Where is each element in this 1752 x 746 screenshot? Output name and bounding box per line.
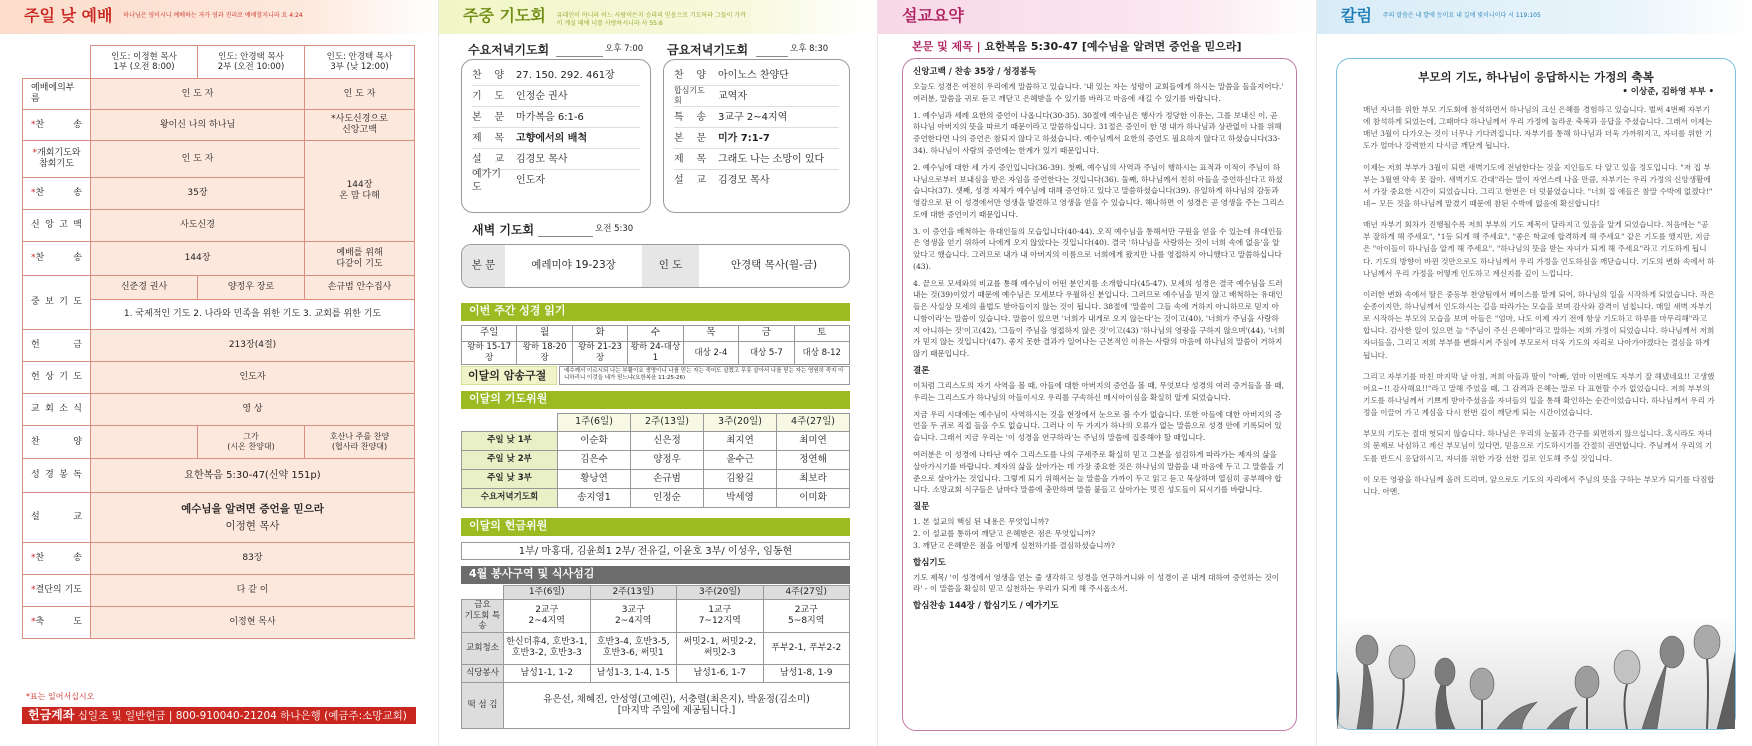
sermon-para: 오늘도 성경은 여전히 우리에게 말씀하고 있습니다. '내 있는 자는 성령이 교회들에게 하시는 말씀을 들을지어다.' 여러분, 말씀을 귀로 듣고 깨닫고 은혜받을 수 있기를 바라고 마음에 새길 수 있기를 바랍니다. xyxy=(913,82,1284,103)
reading-day: 수 xyxy=(628,326,683,342)
prayer-committee-table xyxy=(461,413,850,508)
dawn-box xyxy=(461,244,850,288)
fri-row-value: 미가 7:1-7 xyxy=(718,132,770,144)
dawn-lead-label: 인 도 xyxy=(642,245,699,287)
wed-row-value: 인정순 권사 xyxy=(516,90,568,102)
wed-row xyxy=(472,128,640,149)
stand-note: *표는 일어서십시오 xyxy=(26,692,95,701)
fri-row xyxy=(674,128,839,149)
wed-row-value: 마가복음 6:1-6 xyxy=(516,111,584,123)
wed-time: 오후 7:00 xyxy=(605,44,644,54)
sermon-para: 지금 우리 시대에는 예수님이 사역하시는 것을 현장에서 눈으로 볼 수가 없습니다. 또한 아들에 대한 아버지의 증언을 두 귀로 직접 들을 수도 없습니다. 그러나 이 두 가지가 하나의 오류가 없는 말씀으로 성경 안에 기록되어 있습니다. 그래서 지금 우리는 '이 성경을 연구하라'는 주님의 말씀에 집중해야 할 때입니다. xyxy=(913,409,1282,443)
question-2: 2. 이 설교를 통하여 깨닫고 은혜받은 점은 무엇입니까? xyxy=(913,529,1096,539)
column-text xyxy=(1363,104,1715,507)
wed-row-label: 설 교 xyxy=(472,153,504,165)
prayer-topics: 1. 국제적인 기도 2. 나라와 민족을 위한 기도 3. 교회를 위한 기도 xyxy=(91,300,415,330)
prayer-member: 황낭연 xyxy=(558,470,631,489)
wed-row xyxy=(472,65,640,86)
service-row-label: 교회청소 xyxy=(462,632,504,664)
prayer-label: 중 보 기 도 xyxy=(23,276,91,330)
service-cell: 1교구 7~12지역 xyxy=(677,600,764,633)
fri-row-value: 그래도 나는 소망이 있다 xyxy=(718,153,825,165)
service-2-header: 인도: 안경택 목사 2부 (오전 10:00) xyxy=(198,46,305,79)
wed-row-value: 김경모 목사 xyxy=(516,153,568,165)
prayer-member: 김왕길 xyxy=(704,470,777,489)
column-author: • 이상준, 김하영 부부 • xyxy=(1622,87,1714,97)
service-row-label: 금요 기도회 특송 xyxy=(462,600,504,633)
fri-row-label: 특 송 xyxy=(674,111,706,123)
reading-value: 왕하 18-20장 xyxy=(517,342,572,365)
prayer-member: 정연해 xyxy=(777,451,850,470)
column-para: 매년 자녀를 위한 부모 기도회에 참석하면서 하나님의 크신 은혜를 경험하고 있습니다. 벌써 4번째 자부기에 참석하게 되었는데, 그때마다 하나님께서 우리 가정에 놀라운 축복과 응답을 주셨습니다. 그래서 이제는 매년 3월이 다가오는 것이 너무나 기다려집니다. 자부기를 통해 하나님과 더욱 가까워지고, 자녀를 위한 기도가 얼마나 강력한지 다시금 깨닫게 됩니다. xyxy=(1363,105,1713,151)
dawn-text-value: 예레미야 19-23장 xyxy=(531,259,616,272)
fri-row xyxy=(674,149,839,170)
column-panel-subtitle: 주의 말씀은 내 발에 등이요 내 길에 빛이니이다 시 119:105 xyxy=(1382,12,1541,19)
prayer-member: 인정순 xyxy=(631,489,704,508)
prayer-member: 신은정 xyxy=(631,432,704,451)
hymn1-value-3: *사도신경으로 신앙고백 xyxy=(305,110,415,141)
sermon-summary-title: 설교요약 xyxy=(902,6,964,25)
hymn1-value: 왕이신 나의 하나님 xyxy=(91,110,305,141)
wed-row-value: 27. 150. 292. 461장 xyxy=(516,69,615,81)
sermon-para: 2. 예수님에 대한 세 가지 증인입니다(36-39). 첫째, 예수님의 사역과 주님이 행하시는 표적과 이적이 주님이 하나님으로부터 보내심을 받은 자임을 증언한다는 것입니다(36). 둘째, 하나님께서 친히 아들을 증언하신다고 하셨습니다(37). 셋째, 성경 자체가 예수님에 대해 증언하고 있다고 말씀하셨습니다(39). 유일하게 하나님의 감동과 영감으로 된 이 성경에서만 영생을 발견하고 영생을 얻을 수 있습니다. 해나하면 이 성경은 곧 영생을 주는 그리스도에 대한 증언이기 때문입니다. xyxy=(913,162,1285,219)
prayer-member: 최지연 xyxy=(704,432,777,451)
worship-header-band xyxy=(0,0,437,34)
fri-row-value: 3교구 2~4지역 xyxy=(718,111,788,123)
sermon-pastor: 이정현 목사 xyxy=(225,519,280,532)
prayer-header-band xyxy=(439,0,876,34)
service-cell: 호반3-4, 호반3-5, 호반3-6, 써밋1 xyxy=(590,632,677,664)
confess-value: 인 도 자 xyxy=(91,141,305,178)
service-table xyxy=(461,585,850,729)
news-label: 교 회 소 식 xyxy=(23,394,91,426)
closing-label: *결단의 기도 xyxy=(23,575,91,607)
wed-row xyxy=(472,170,640,191)
prayer-person-2: 양정우 장로 xyxy=(198,276,305,300)
offering-committee-title: 이달의 헌금위원 xyxy=(461,518,850,536)
prayer-person-3: 손규범 안수집사 xyxy=(305,276,415,300)
prayer-col-header: 1주(6일) xyxy=(558,414,631,432)
hymn2-value: 35장 xyxy=(91,178,305,210)
prayer-col-header: 3주(20일) xyxy=(704,414,777,432)
wed-row-label: 찬 양 xyxy=(472,69,504,81)
fri-box xyxy=(663,59,850,213)
offprayer-value: 인도자 xyxy=(91,362,415,394)
column-para: 그리고 자부기를 마친 마지막 날 아침, 저희 아들과 딸이 "아빠, 엄마 이번에도 자부기 잘 해냈네요!! 고생했어요~!! 감사해요!!"라고 말해 주었을 때, 그 감격과 은혜는 말로 다 표현할 수가 없었습니다. 저희 부부의 기도를 하나님께서 기쁘게 받아주셨음을 자녀들의 입을 통해 확인하는 순간이었습니다. 하나님께서 우리 가정을 이끌어 가고 계심을 다시 한번 깊이 깨닫게 되는 시간이었습니다. xyxy=(1363,371,1715,418)
prayer-member: 박세영 xyxy=(704,489,777,508)
question-3: 3. 깨닫고 은혜받은 점을 어떻게 실천하기를 결심하셨습니까? xyxy=(913,540,1115,550)
fri-row-label: 합심기도회 xyxy=(674,85,705,105)
fri-title: 금요저녁기도회 xyxy=(667,43,749,57)
sermon-title: 예수님을 알려면 증언을 믿으라 xyxy=(181,502,324,515)
fri-row xyxy=(674,86,839,107)
sermon-label: 설 교 xyxy=(23,493,91,543)
question-1: 1. 본 설교의 핵심 된 내용은 무엇입니까? xyxy=(913,517,1049,527)
prayer-panel-subtitle: 유대인이 아니라 어느 사람이든지 승리의 믿음으로 기도하라 그들이 가까이 계실 때에 너를 사랑하시니라 사 55:6 xyxy=(556,12,746,27)
service-cell: 남성1-6, 1-7 xyxy=(677,664,764,682)
reading-day: 월 xyxy=(517,326,572,342)
sermon-header-band xyxy=(878,0,1315,34)
wed-row-value: 고향에서의 배척 xyxy=(516,132,588,144)
hymn1-label: *찬 송 xyxy=(23,110,91,141)
prayer-row-label: 주일 낮 1부 xyxy=(462,432,558,451)
question-heading: 질문 xyxy=(913,502,930,513)
service-3-header: 인도: 안경택 목사 3부 (낮 12:00) xyxy=(305,46,415,79)
worship-order-table xyxy=(22,45,415,639)
account-banner: 헌금계좌 십일조 및 일반헌금 | 800-910040-21204 하나은행 (예금주:소망교회) xyxy=(22,707,416,724)
hymn3-label: *찬 송 xyxy=(23,242,91,276)
reading-value: 대상 2-4 xyxy=(683,342,738,365)
service-1-header: 인도: 이정현 목사 1부 (오전 8:00) xyxy=(91,46,198,79)
column-panel-title: 칼럼 xyxy=(1341,6,1372,25)
reading-day: 화 xyxy=(572,326,627,342)
end-line: 합심찬송 144장 / 합심기도 / 예가기도 xyxy=(913,601,1059,612)
service-cell: 3교구 2~4지역 xyxy=(590,600,677,633)
prayer-col-header: 4주(27일) xyxy=(777,414,850,432)
offering-value: 213장(4절) xyxy=(91,330,415,362)
reading-value: 왕하 21-23장 xyxy=(572,342,627,365)
wed-row-label: 예가기도 xyxy=(472,168,501,193)
tulip-illustration xyxy=(1337,612,1735,729)
worship-subtitle: 하나님은 영이시니 예배하는 자가 영과 진리로 예배할지니라 요 4:24 xyxy=(123,12,303,19)
praise-label: 찬 양 xyxy=(23,426,91,459)
prayer-member: 송지영1 xyxy=(558,489,631,508)
reading-day: 주일 xyxy=(462,326,517,342)
prayer-panel-title: 주중 기도회 xyxy=(463,6,546,25)
column-header-band xyxy=(1317,0,1752,34)
reading-table xyxy=(461,325,850,365)
reading-value: 대상 5-7 xyxy=(739,342,794,365)
service-row-label: 식당봉사 xyxy=(462,664,504,682)
service-cell: 2교구 2~4지역 xyxy=(504,600,591,633)
fri-row-label: 제 목 xyxy=(674,153,706,165)
fri-row-value: 김경모 목사 xyxy=(718,175,770,186)
fri-row xyxy=(674,107,839,128)
dawn-time: 오전 5:30 xyxy=(595,224,634,234)
sermon-heading: 본문 및 제목 | 요한복음 5:30-47 [예수님을 알려면 증언을 믿으라] xyxy=(912,40,1242,53)
prayer-member: 최보라 xyxy=(777,470,850,489)
conclusion-heading: 결론 xyxy=(913,366,930,377)
prayer-member: 이순화 xyxy=(558,432,631,451)
fri-row-label: 찬 양 xyxy=(674,69,706,81)
hymn2-label: *찬 송 xyxy=(23,178,91,210)
reading-value: 왕하 15-17장 xyxy=(462,342,517,365)
wed-row-label: 기 도 xyxy=(472,90,504,102)
service-cell: 한신더휴4, 호반3-1, 호반3-2, 호반3-3 xyxy=(504,632,591,664)
wed-row xyxy=(472,86,640,107)
wed-row-label: 본 문 xyxy=(472,111,504,123)
service-cell: 남성1-1, 1-2 xyxy=(504,664,591,682)
sermon-para: 3. 이 증언을 배척하는 유대인들의 모습입니다(40-44). 오직 예수님을 통해서만 구원을 얻을 수 있는데 유대인들은 영생을 얻기 위하여 나에게 오지 않았다는 것입니다(40). 결국 '하나님을 사랑하는 것이 너희 속에 없음'을 알았다고 했습니다. 그러므로 내가 내 아버지의 이름으로 너희에게 왔지만 나를 영접하지 아니했다고 말씀하십니다(43). xyxy=(913,226,1283,271)
fri-row xyxy=(674,65,839,86)
wed-row-value: 인도자 xyxy=(516,175,545,186)
sermon-para: 1. 예수님과 세례 요한의 증언이 나옵니다(30-35). 30절에 예수님은 행사가 정당한 이유는, 그를 보내신 이, 곧 하나님 아버지의 뜻을 따르기 때문이라고 말씀하십니다. 31절은 증인이 한 명 내가 하나님과 상관없이 나를 위해 증언한다면 나의 증언은 참되지 않다고 하셨습니다. 예수님께서 요한의 증언도 필요하지 않다고 하셨습니다(33-34). 하나님이 사람의 증언에는 한계가 있기 때문입니다. xyxy=(913,110,1282,155)
pray-text: 기도 제목/ '이 성경에서 영생을 얻는 줄 생각하고 성경을 연구하거니와 이 성경이 곧 내게 대하여 증언하는 것이라' - 이 말씀을 확실히 믿고 실천하는 우리가 되게 해 주시옵소서. xyxy=(913,572,1280,594)
prayer-member: 양정우 xyxy=(631,451,704,470)
fri-row-value: 교역자 xyxy=(718,90,747,102)
prayer-row-label: 주일 낮 3부 xyxy=(462,470,558,489)
hymn-3-merged: 144장 온 맘 다해 xyxy=(305,141,415,242)
closing-value: 다 같 이 xyxy=(91,575,415,607)
call-value-3: 인 도 자 xyxy=(305,79,415,110)
wed-row-label: 제 목 xyxy=(472,132,504,144)
offering-label: 헌 금 xyxy=(23,330,91,362)
service-cell: 남성1-3, 1-4, 1-5 xyxy=(590,664,677,682)
fri-row xyxy=(674,170,839,191)
service-col-header: 2주(13일) xyxy=(590,586,677,600)
hymn4-label: *찬 송 xyxy=(23,543,91,575)
sermon-para: 이처럼 그리스도의 자기 사역을 볼 때, 아들에 대한 아버지의 증언을 볼 때, 무엇보다 성경의 여러 증거들을 볼 때, 우리는 그리스도가 하나님의 아들이시오 우리를 구속하신 메시아이심을 확실히 알게 되었습니다. xyxy=(913,381,1285,402)
bless-value: 이정현 목사 xyxy=(91,607,415,639)
pray-heading: 합심기도 xyxy=(913,557,946,568)
sermon-value xyxy=(91,493,415,543)
service-cell: 써밋2-1, 써밋2-2, 써밋2-3 xyxy=(677,632,764,664)
rice-value: 유은선, 채혜진, 안성영(고예린), 서충렬(최은지), 박윤정(김소미) [마지막 주일에 제공됩니다.] xyxy=(504,682,850,728)
sermon-summary-box xyxy=(902,58,1297,731)
reading-day: 목 xyxy=(683,326,738,342)
sermon-para: 여러분은 이 성경에 나타난 예수 그리스도를 나의 구세주로 확실히 믿고 그분을 섬김하게 따라가는 제자의 삶을 살아가시기를 바랍니다. 제자의 삶을 살아가는 데 가장 중요한 것은 하나님의 말씀을 내 마음에 두고 그 말씀을 기준으로 살아가는 것입니다. 그렇게 되기 위해서는 늘 말씀을 가까이 두고 읽고 듣고 묵상하며 열심히 공부해야 합니다. 소망교회 식구들은 날마다 말씀에 충만하며 말씀 붙들고 살아가는 멋진 성도들이 되시기를 바랍니다. xyxy=(913,450,1285,495)
service-col-header: 4주(27일) xyxy=(763,586,850,600)
worship-title: 주일 낮 예배 xyxy=(24,6,113,25)
prayer-member: 김은수 xyxy=(558,451,631,470)
prayer-member: 윤수근 xyxy=(704,451,777,470)
service-cell: 2교구 5~8지역 xyxy=(763,600,850,633)
wed-title: 수요저녁기도회 xyxy=(468,43,550,57)
creed-label: 신 앙 고 백 xyxy=(23,210,91,242)
memo-title: 이달의 암송구절 xyxy=(461,366,557,385)
service-section-title: 4월 봉사구역 및 식사섬김 xyxy=(461,566,850,584)
prayer-committee-title: 이달의 기도위원 xyxy=(461,391,850,409)
dawn-lead-value: 안경택 목사(월-금) xyxy=(730,259,818,272)
wed-row xyxy=(472,107,640,128)
reading-label: 성 경 봉 독 xyxy=(23,459,91,493)
confess-label: *개회기도와 참회기도 xyxy=(23,141,91,178)
column-para: 매년 자부기 회차가 진행될수록 저희 부부의 기도 제목이 달라지고 있음을 알게 되었습니다. 처음에는 "공부 잘하게 해 주세요", "1등 되게 해 주세요", "좋은 학교에 합격하게 해 주세요" 같은 기도를 했지만, 지금은 "아이들이 하나님을 알게 해 주세요", "하나님의 뜻을 받는 자녀가 되게 해 주세요"라고 기도하게 됩니다. 기도의 방향이 바뀐 것만으로도 하나님께서 우리 가정을 인도하심을 깨닫습니다. 기도의 변화 속에서 하나님께서 우리 가정을 어떻게 인도하고 계신지를 깊이 느낍니다. xyxy=(1363,220,1715,278)
prayer-row-label: 수요저녁기도회 xyxy=(462,489,558,508)
prayer-member: 최미연 xyxy=(777,432,850,451)
reading-day: 토 xyxy=(794,326,849,342)
reading-value: 왕하 24-대상 1 xyxy=(628,342,683,365)
sermon-para: 4. 끝으로 모세와의 비교를 통해 예수님이 어떤 분인지를 소개합니다(45-47). 모세의 성경은 결국 예수님을 드러내는 것(39)이었기 때문에 예수님은 모세보다 우월하신 분입니다. 그러므로 예수님을 믿지 않고 배척하는 유대인들은 사실상 모세의 율법도 받아들이지 않는 것이 됩니다. 38절에 '말씀이 그들 속에 거하지 아니하므로 믿지 아니함이라'는 말씀이 있습니다. 말씀이 있으면 '너희가 내게로 오지 않는다'는 것이고(40), '너희가 주님을 사랑하지 아니하는 것'이고(42), '그들이 주님을 영접하지 않은 것'이고(43) '하나님의 영광을 구하지 않으며'(44), '너희가 믿지 않는 것입니다'(47). 좋지 못한 결과가 일어나는 근본적인 이유는 사람의 마음에 하나님의 말씀이 거하지 않기 때문입니다. xyxy=(913,278,1285,359)
fri-row-label: 본 문 xyxy=(674,132,706,144)
dawn-title: 새벽 기도회 xyxy=(472,223,535,237)
memo-text: 예수께서 이르시되 나는 부활이요 생명이니 나를 믿는 자는 죽어도 살겠고 무릇 살아서 나를 믿는 자는 영원히 죽지 아니하리니 이것을 네가 믿느냐(요한복음 11:25-26) xyxy=(559,366,850,385)
column-para: 이제는 저희 부부가 3월이 되면 새벽기도에 전념한다는 것을 지인들도 다 알고 있을 정도입니다. "저 집 부부는 3월엔 약속 못 잡아. 새벽기도 간대"라는 말이 자연스레 나올 만큼, 자부기는 우리 가정의 신앙생활에서 가장 중요한 시간이 되었습니다. 그리고 한번은 더 덧붙였습니다. "너희 집 애들은 참말 수박에 없겠다!" 네~ 모든 것을 하나님께 맡겼기 때문에 참된 수박에 없음에 확신합니다! xyxy=(1363,162,1713,208)
rice-label: 떡 섬 김 xyxy=(462,682,504,728)
praise-1 xyxy=(91,426,198,459)
wed-box xyxy=(461,59,651,213)
reading-section-title: 이번 주간 성경 읽기 xyxy=(461,303,850,321)
offprayer-label: 헌 상 기 도 xyxy=(23,362,91,394)
hymn3-value: 144장 xyxy=(91,242,305,276)
column-para: 이러한 변화 속에서 딸은 중등부 찬양팀에서 베이스를 맡게 되어, 하나님의 일을 시작하게 되었습니다. 작은 순종이지만, 하나님께서 인도하시는 길을 따라가는 모습을 보며 감사와 감격이 넘칩니다. 매일 새벽 자부기로 시작하는 부모의 모습을 보며 아들은 "엄마, 나도 이제 자기 전에 항상 기도하고 하루를 마무리해"라고 합니다. 감사한 일이 있으면 늘 "주님이 주신 은혜야"라고 말하는 저희 가정이 되었습니다. 하나님께서 저희 자녀들을, 그리고 저희 부부를 변화시켜 주심에 부모로서 더욱 기도의 자리로 나아가야겠다는 결심을 하게 됩니다. xyxy=(1363,289,1715,360)
column-title: 부모의 기도, 하나님이 응답하시는 가정의 축복 xyxy=(1418,70,1654,84)
creed-value: 사도신경 xyxy=(91,210,305,242)
hymn3-value-3: 예배를 위해 다같이 기도 xyxy=(305,242,415,276)
prayer-member: 손규범 xyxy=(631,470,704,489)
reading-value: 요한복음 5:30-47(신약 151p) xyxy=(91,459,415,493)
service-cell: 푸부2-1, 푸부2-2 xyxy=(763,632,850,664)
call-label: 예배에의부름 xyxy=(23,79,91,110)
fri-row-label: 설 교 xyxy=(674,175,706,186)
prayer-col-header: 2주(13일) xyxy=(631,414,704,432)
prayer-member: 이미화 xyxy=(777,489,850,508)
fri-row-value: 아이노스 찬양단 xyxy=(718,69,789,81)
prayer-person-1: 신준경 권사 xyxy=(91,276,198,300)
column-para: 이 모든 영광을 하나님께 올려 드리며, 앞으로도 기도의 자리에서 주님의 뜻을 구하는 부모가 되기를 다짐합니다. 아멘. xyxy=(1363,474,1715,496)
sermon-sec1: 신앙고백 / 찬송 35장 / 성경봉독 xyxy=(913,67,1037,77)
column-para: 부모의 기도는 절대 헛되지 않습니다. 하나님은 우리의 눈물과 간구를 외면하지 않으십니다. 혹시라도 자녀의 문제로 낙심하고 계신 부모님이 있다면, 믿음으로 기도하시기를 간절히 권면합니다. 주님께서 우리의 기도를 반드시 응답하시고, 자녀를 위한 가장 선한 길로 인도해 주실 것입니다. xyxy=(1363,429,1713,463)
service-col-header: 3주(20일) xyxy=(677,586,764,600)
service-col-header: 1주(6일) xyxy=(504,586,591,600)
reading-day: 금 xyxy=(739,326,794,342)
prayer-row-label: 주일 낮 2부 xyxy=(462,451,558,470)
fri-time: 오후 8:30 xyxy=(790,44,829,54)
service-cell: 남성1-8, 1-9 xyxy=(763,664,850,682)
news-value: 영 상 xyxy=(91,394,415,426)
dawn-text-label: 본 문 xyxy=(462,245,505,287)
praise-2: 그가 (시온 찬양대) xyxy=(198,426,305,459)
call-value: 인 도 자 xyxy=(91,79,305,110)
offering-committee-line: 1부/ 마홍대, 김윤희1 2부/ 전유길, 이윤호 3부/ 이성우, 임동현 xyxy=(461,542,850,560)
reading-value: 대상 8-12 xyxy=(794,342,849,365)
praise-3: 호산나 주를 찬양 (협사라 찬양대) xyxy=(305,426,415,459)
bless-label: *축 도 xyxy=(23,607,91,639)
hymn4-value: 83장 xyxy=(91,543,415,575)
